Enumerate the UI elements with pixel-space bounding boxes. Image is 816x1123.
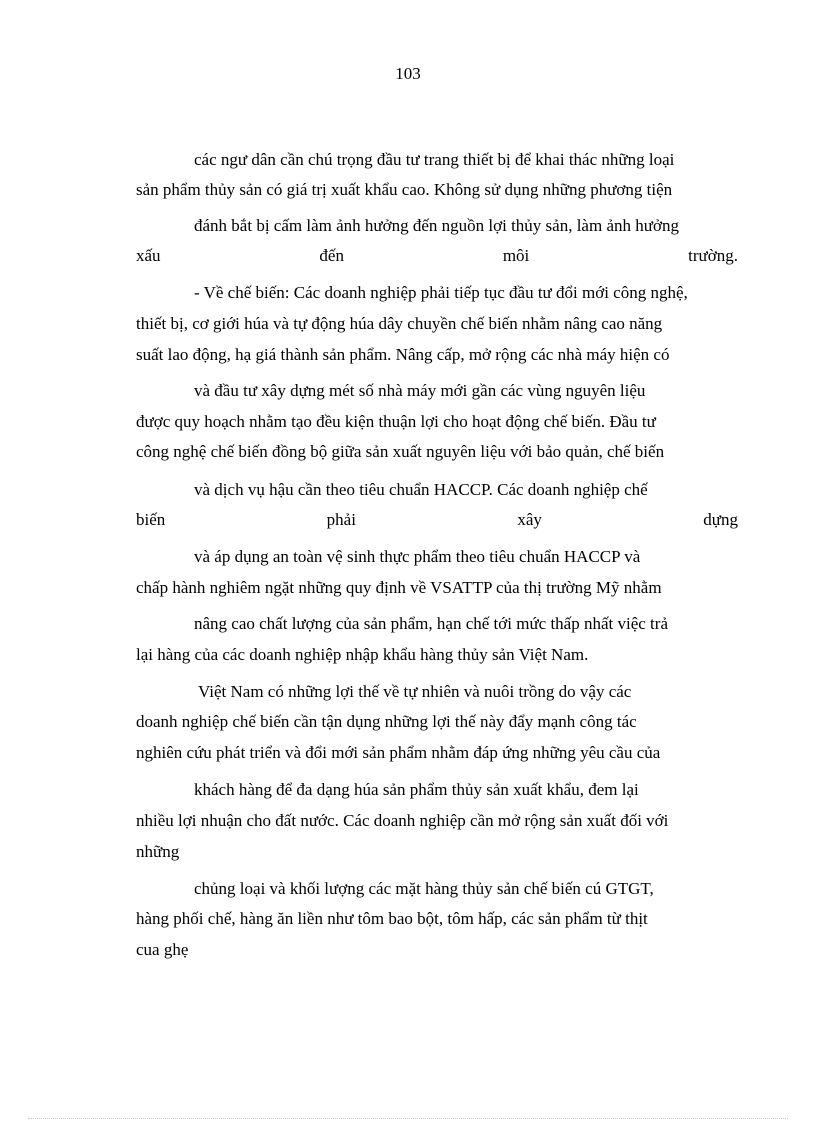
word: đến	[319, 246, 344, 265]
word: môi	[502, 246, 530, 265]
spread-text-line	[136, 246, 738, 266]
text-line: và đầu tư xây dựng mét số nhà máy mới gần các vùng nguyên liệu	[194, 381, 646, 400]
word: trường.	[688, 246, 738, 265]
word: xây	[517, 510, 542, 529]
word: xấu	[136, 246, 161, 265]
text-line: nâng cao chất lượng của sản phẩm, hạn chế tới mức thấp nhất việc trả	[194, 614, 668, 633]
text-line: thiết bị, cơ giới húa và tự động húa dây chuyền chế biến nhằm nâng cao năng	[136, 314, 663, 333]
page-number: 103	[395, 64, 421, 83]
word: biến	[136, 510, 166, 529]
text-line: lại hàng của các doanh nghiệp nhập khẩu hàng thủy sản Việt Nam.	[136, 645, 589, 664]
text-line: nghiên cứu phát triển và đổi mới sản phẩm nhằm đáp ứng những yêu cầu của	[136, 743, 661, 762]
text-line: khách hàng để đa dạng húa sản phẩm thủy sản xuất khẩu, đem lại	[194, 780, 639, 799]
text-line: chủng loại và khối lượng các mặt hàng thủy sản chế biến cú GTGT,	[194, 879, 654, 898]
text-line: Việt Nam có những lợi thế về tự nhiên và nuôi trồng do vậy các	[198, 682, 632, 701]
text-line: công nghệ chế biến đồng bộ giữa sản xuất nguyên liệu với bảo quản, chế biến	[136, 442, 665, 461]
text-line: sản phẩm thủy sản có giá trị xuất khẩu cao. Không sử dụng những phương tiện	[136, 180, 673, 199]
text-line: hàng phối chế, hàng ăn liền như tôm bao bột, tôm hấp, các sản phẩm từ thịt	[136, 909, 648, 928]
text-line: và áp dụng an toàn vệ sinh thực phẩm theo tiêu chuẩn HACCP và	[194, 547, 641, 566]
text-line: đánh bắt bị cấm làm ảnh hưởng đến nguồn lợi thủy sản, làm ảnh hưởng	[194, 216, 679, 235]
word: phải	[326, 510, 356, 529]
word: dựng	[703, 510, 738, 529]
text-line: các ngư dân cần chú trọng đầu tư trang thiết bị để khai thác những loại	[194, 150, 675, 169]
text-line: - Về chế biến: Các doanh nghiệp phải tiếp tục đầu tư đổi mới công nghệ,	[194, 283, 688, 302]
text-line: doanh nghiệp chế biến cần tận dụng những lợi thế này đẩy mạnh công tác	[136, 712, 637, 731]
text-line: những	[136, 842, 180, 861]
page-bottom-divider	[28, 1118, 788, 1119]
text-line: chấp hành nghiêm ngặt những quy định về VSATTP của thị trường Mỹ nhằm	[136, 578, 662, 597]
text-line: và dịch vụ hậu cần theo tiêu chuẩn HACCP. Các doanh nghiệp chế	[194, 480, 648, 499]
text-line: được quy hoạch nhằm tạo đều kiện thuận lợi cho hoạt động chế biến. Đầu tư	[136, 412, 656, 431]
text-line: suất lao động, hạ giá thành sản phẩm. Nâng cấp, mở rộng các nhà máy hiện có	[136, 345, 670, 364]
text-line: nhiều lợi nhuận cho đất nước. Các doanh nghiệp cần mở rộng sản xuất đối với	[136, 811, 669, 830]
spread-text-line	[136, 510, 738, 530]
text-line: cua ghẹ	[136, 940, 189, 959]
